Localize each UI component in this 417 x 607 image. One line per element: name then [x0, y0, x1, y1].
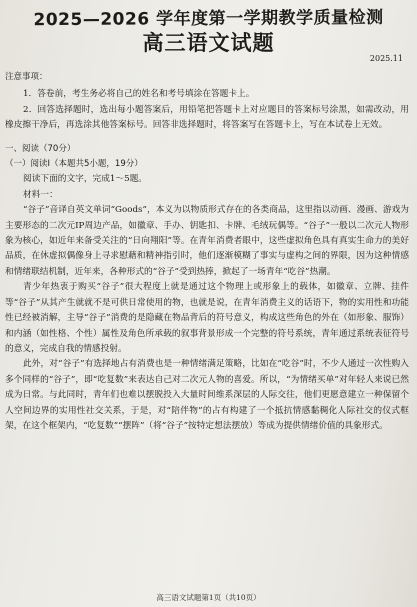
material-label: 材料一： [23, 189, 58, 200]
reading-paragraph: 青少年热衷于购买“谷子”很大程度上就是通过这个物理上或形象上的载体，如徽章、立牌、挂件等“谷子”从其产生就就不是可供日常使用的物，也就是说，在青年消费主义的话语下，物的实用性和功能性已经被消解，主导“谷子”消费的是隐藏在物品背后的符号意义，构成这些角色的外在（如形象、服饰）和内涵（如性格、个性）属性及角色所承载的叙事背景形成一个完整的符号系统，青年通过系统表征符号的意义，完成自我的情感投射。 [5, 282, 409, 354]
page-footer: 高三语文试题第1页（共10页） [156, 593, 261, 602]
exam-body [5, 70, 409, 434]
section-instruction: 阅读下面的文字，完成1～5题。 [23, 174, 147, 185]
paper-title: 高三语文试题 [142, 31, 275, 55]
notice-item: 2．回答选择题时，选出每小题答案后，用铅笔把答题卡上对应题目的答案标号涂黑，如需改动，用橡皮擦干净后，再选涂其他答案标号。回答非选择题时，将答案写在答题卡上，写在本试卷上无效。 [5, 104, 409, 131]
notice-title: 注意事项： [5, 72, 48, 82]
section-subtitle: （一）阅读Ⅰ（本题共5小题，19分） [5, 159, 143, 170]
exam-title: 2025—2026 学年度第一学期教学质量检测 [33, 7, 384, 31]
reading-paragraph: 此外，对“谷子”有选择地占有消费也是一种情绪满足策略，比如在“吃谷”时，不少人通过一次性购入多个同样的“谷子”，即“吃复数”来表达自己对二次元人物的喜爱。所以，“为情绪买单”对年轻人来说已然成为日常。与此同时，青年们也难以摆脱投入大量时间维系深层的人际交往，他们更愿意建立一种保留个人空间边界的实用性社交关系，于是，对“陪伴物”的占有构建了一个抵抗情感黏稠化人际社交的仪式框架，在这个框架内，“吃复数”“摆阵”（将“谷子”按特定想法摆放）等成为提供情绪价值的具象形式。 [5, 359, 409, 431]
reading-paragraph: “谷子”音译自英文单词“Goods”，本义为以物质形式存在的各类商品，这里指以动画、漫画、游戏为主要形态的二次元IP周边产品，如徽章、手办、钥匙扣、卡牌、毛绒玩偶等。“谷子”一般以二次元人物形象为核心，如近年来备受关注的“日向翔阳”等。在青年消费者眼中，这些虚拟角色具有真实生命力的美好品质，在休虚拟偶像身上寻求慰藉和精神指引时，他们逐渐模糊了事实与虚构之间的界限，因为这种情感和情绪联结机制，近年来，各种形式的“谷子”受到热捧，掀起了一场青年“吃谷”热潮。 [5, 205, 409, 277]
section-title: 一、阅读（70分） [5, 143, 76, 154]
notice-item: 1．答卷前，考生务必将自己的姓名和考号填涂在答题卡上。 [23, 89, 255, 100]
exam-date: 2025.11 [369, 54, 403, 63]
